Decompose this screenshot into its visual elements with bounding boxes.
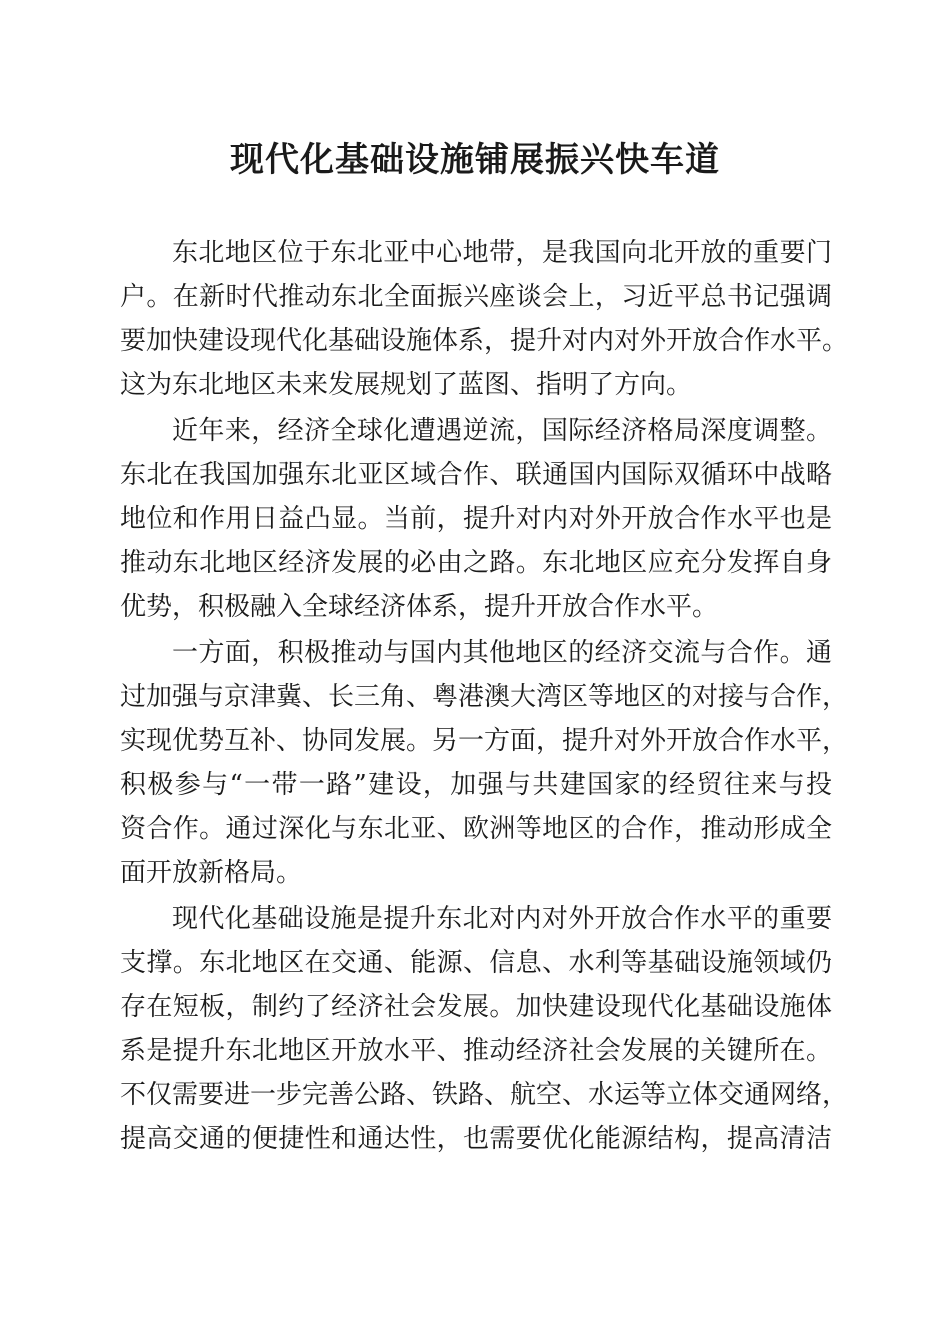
paragraph-line: 积极参与“一带一路”建设，加强与共建国家的经贸往来与投: [120, 770, 832, 800]
paragraph-line: 东北地区位于东北亚中心地带，是我国向北开放的重要门: [172, 238, 832, 268]
paragraph-line: 户。在新时代推动东北全面振兴座谈会上，习近平总书记强调: [120, 282, 832, 312]
paragraph-line: 一方面，积极推动与国内其他地区的经济交流与合作。通: [172, 638, 832, 668]
paragraph-line: 东北在我国加强东北亚区域合作、联通国内国际双循环中战略: [120, 460, 832, 490]
paragraph-line: 实现优势互补、协同发展。另一方面，提升对外开放合作水平，: [120, 726, 849, 756]
paragraph-line: 这为东北地区未来发展规划了蓝图、指明了方向。: [120, 370, 693, 400]
paragraph-line: 系是提升东北地区开放水平、推动经济社会发展的关键所在。: [120, 1036, 832, 1066]
paragraph-line: 现代化基础设施是提升东北对内对外开放合作水平的重要: [172, 904, 832, 934]
paragraph-line: 存在短板，制约了经济社会发展。加快建设现代化基础设施体: [120, 992, 832, 1022]
paragraph-line: 支撑。东北地区在交通、能源、信息、水利等基础设施领域仍: [120, 948, 832, 978]
paragraph-line: 提高交通的便捷性和通达性，也需要优化能源结构，提高清洁: [120, 1124, 832, 1154]
paragraph-line: 推动东北地区经济发展的必由之路。东北地区应充分发挥自身: [120, 548, 832, 578]
paragraph-line: 过加强与京津冀、长三角、粤港澳大湾区等地区的对接与合作，: [120, 682, 849, 712]
paragraph-line: 近年来，经济全球化遭遇逆流，国际经济格局深度调整。: [172, 416, 832, 446]
paragraph-line: 地位和作用日益凸显。当前，提升对内对外开放合作水平也是: [120, 504, 832, 534]
paragraph-line: 优势，积极融入全球经济体系，提升开放合作水平。: [120, 592, 719, 622]
paragraph-line: 面开放新格局。: [120, 858, 303, 888]
document-title: 现代化基础设施铺展振兴快车道: [230, 140, 720, 180]
paragraph-line: 要加快建设现代化基础设施体系，提升对内对外开放合作水平。: [120, 326, 849, 356]
paragraph-line: 不仅需要进一步完善公路、铁路、航空、水运等立体交通网络，: [120, 1080, 849, 1110]
paragraph-line: 资合作。通过深化与东北亚、欧洲等地区的合作，推动形成全: [120, 814, 832, 844]
